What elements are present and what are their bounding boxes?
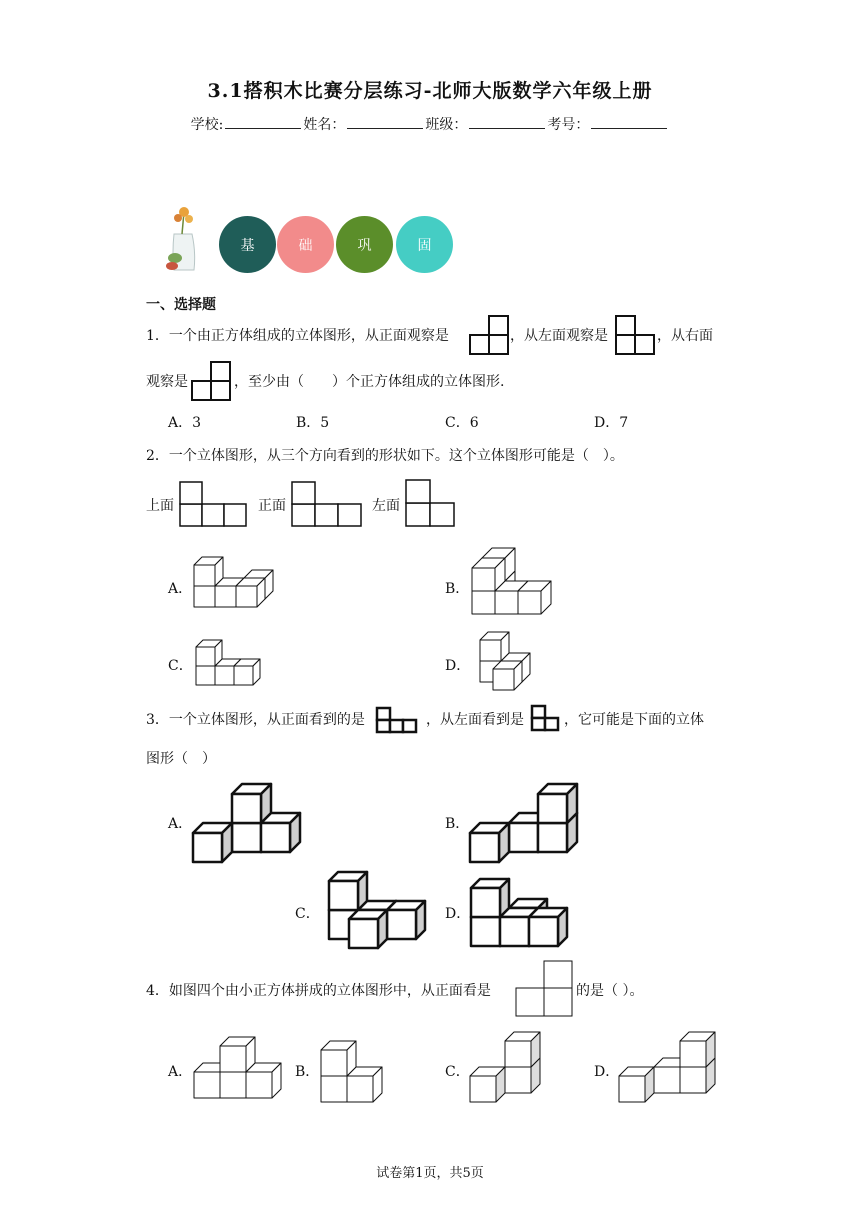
q1-option-d[interactable]: D．7	[594, 415, 629, 431]
q2-option-d[interactable]: D．	[445, 658, 471, 674]
page-title: 3.1搭积木比赛分层练习-北师大版数学六年级上册	[207, 80, 653, 102]
q4-option-c[interactable]: C．	[445, 1064, 470, 1080]
q1-option-a[interactable]: A．3	[168, 415, 202, 431]
cube	[321, 1041, 356, 1076]
q3-left-view	[530, 704, 560, 734]
q1-text-a: 1．一个由正方体组成的立体图形，从正面观察是	[146, 328, 449, 344]
q1-text-d: 观察是	[146, 374, 188, 390]
exam-no-blank	[591, 114, 667, 129]
q4-option-b-figure	[319, 1030, 385, 1104]
q3-text-b: ，从左面看到是	[426, 712, 524, 728]
cube	[236, 578, 265, 607]
q4-option-b[interactable]: B．	[295, 1064, 320, 1080]
cube	[529, 908, 567, 946]
q3-option-a-figure	[191, 774, 309, 864]
school-label: 学校:	[190, 117, 224, 133]
cube	[196, 640, 222, 666]
q2-option-b[interactable]: B．	[445, 581, 470, 597]
q1-option-b[interactable]: B．5	[296, 415, 330, 431]
q1-option-c[interactable]: C．6	[445, 415, 479, 431]
q2-front-view	[291, 480, 363, 528]
q4-option-c-figure	[468, 1030, 542, 1104]
q4-front-view	[515, 960, 575, 1018]
cube	[505, 1032, 540, 1067]
cube	[347, 1067, 382, 1102]
q4-option-a[interactable]: A．	[168, 1064, 193, 1080]
q3-option-b-figure	[468, 774, 588, 864]
school-blank	[225, 114, 301, 129]
cube	[538, 784, 577, 823]
class-blank	[469, 114, 545, 129]
cube	[493, 661, 522, 690]
q2-top-label: 上面	[146, 498, 174, 514]
q4-text-b: 的是（ ）。	[576, 983, 644, 999]
q3-option-c-figure	[318, 866, 426, 950]
page-footer: 试卷第1页，共5页	[376, 1166, 484, 1181]
cube	[220, 1037, 255, 1072]
cube	[387, 901, 425, 939]
q1-left-view	[615, 314, 655, 356]
q3-option-a[interactable]: A．	[168, 816, 193, 832]
q4-text-a: 4．如图四个由小正方体拼成的立体图形中，从正面看是	[146, 983, 491, 999]
banner-circle-gu: 固	[396, 216, 453, 273]
q3-option-b[interactable]: B．	[445, 816, 470, 832]
q2-text: 2．一个立体图形，从三个方向看到的形状如下。这个立体图形可能是（ ）。	[146, 448, 624, 464]
q2-option-c[interactable]: C．	[168, 658, 193, 674]
q2-option-a-figure	[192, 557, 272, 609]
q4-option-d-figure	[617, 1030, 717, 1104]
q3-text-a: 3．一个立体图形，从正面看到的是	[146, 712, 365, 728]
q3-option-d-figure	[469, 870, 577, 948]
q3-text-d: 图形（ ）	[146, 751, 216, 767]
cube	[470, 1067, 505, 1102]
q1-right-view	[191, 360, 231, 402]
q1-text-b: ，从左面观察是	[510, 328, 608, 344]
cube	[329, 872, 367, 910]
cube	[232, 784, 271, 823]
cube	[518, 581, 551, 614]
banner-circle-ji: 基	[219, 216, 276, 273]
q3-option-c[interactable]: C．	[295, 906, 320, 922]
class-label: 班级：	[425, 117, 468, 133]
q2-front-label: 正面	[258, 498, 286, 514]
cube	[471, 879, 509, 917]
cube	[246, 1063, 281, 1098]
q3-option-d[interactable]: D．	[445, 906, 471, 922]
cube	[194, 557, 223, 586]
name-label: 姓名：	[303, 117, 346, 133]
cube	[619, 1067, 654, 1102]
cube	[193, 823, 232, 862]
q2-option-a[interactable]: A．	[168, 581, 193, 597]
q2-left-view	[405, 478, 455, 528]
cube	[480, 632, 509, 661]
cube	[470, 823, 509, 862]
banner-circle-chu: 础	[277, 216, 334, 273]
q1-text-c: ，从右面	[657, 328, 713, 344]
q2-left-label: 左面	[372, 498, 400, 514]
q2-option-d-figure	[470, 632, 546, 692]
cube	[472, 558, 505, 591]
flower-vase-icon	[160, 204, 210, 274]
q2-option-b-figure	[470, 552, 550, 616]
q3-text-c: ，它可能是下面的立体	[564, 712, 704, 728]
cube	[234, 659, 260, 685]
q3-front-view	[375, 706, 419, 734]
q4-option-d[interactable]: D．	[594, 1064, 620, 1080]
cube	[349, 910, 387, 948]
student-info-line	[0, 114, 860, 134]
exam-no-label: 考号：	[547, 117, 590, 133]
q1-text-e: ，至少由（ ）个正方体组成的立体图形.	[234, 374, 505, 390]
banner-circle-gong: 巩	[336, 216, 393, 273]
q2-option-c-figure	[194, 635, 260, 687]
cube	[680, 1032, 715, 1067]
q2-top-view	[179, 480, 249, 528]
name-blank	[347, 114, 423, 129]
q1-front-view	[469, 314, 509, 356]
section-heading: 一、选择题	[146, 297, 216, 313]
q4-option-a-figure	[192, 1034, 282, 1100]
